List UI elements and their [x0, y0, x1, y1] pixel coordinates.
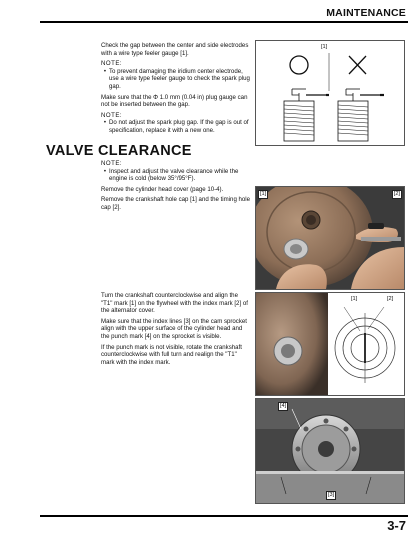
bullet-dot: •: [103, 167, 107, 175]
caps-photo-illustration: [256, 187, 404, 289]
page-number: 3-7: [387, 518, 406, 533]
note-label: NOTE:: [101, 111, 123, 119]
align-t1-paragraph: Turn the crankshaft counterclockwise and align the "T1" mark [1] on the flywheel with the index mark [2] of the alternator cover.: [101, 292, 248, 315]
callout-2: [2]: [387, 296, 394, 302]
spark-plug-left: [284, 89, 329, 141]
note-bullet-text: To prevent damaging the iridium center electrode, use a wire type feeler gauge to check the spark plug gap.: [109, 67, 250, 90]
callout-1: [1]: [260, 191, 267, 197]
callout-4: [4]: [280, 403, 287, 409]
cam-sprocket-illustration: [256, 399, 404, 503]
callout-1: [1]: [321, 44, 328, 50]
note-bullet: [101, 168, 251, 183]
t1-mark-illustration: [256, 293, 404, 395]
plug-gauge-paragraph: Make sure that the Φ 1.0 mm (0.04 in) plug gauge can not be inserted between the gap.: [101, 93, 248, 109]
footer-rule: [40, 515, 408, 517]
callout-3: [3]: [328, 492, 335, 498]
ok-circle-icon: [290, 56, 308, 74]
valve-align-text: [101, 292, 251, 369]
note-label: NOTE:: [101, 160, 123, 167]
spark-plug-illustration: [256, 41, 404, 145]
note-bullet-text: Inspect and adjust the valve clearance while the engine is cold (below 35°/95°F).: [109, 167, 239, 183]
note-bullet-text: Do not adjust the spark plug gap. If the gap is out of specification, replace it with a new one.: [109, 119, 249, 134]
cam-sprocket-photo: [255, 398, 405, 504]
section-title: VALVE CLEARANCE: [46, 143, 192, 159]
note-label: NOTE:: [101, 60, 123, 68]
spark-plug-text: [101, 42, 251, 135]
caps-photo: [255, 186, 405, 290]
spark-plug-right: [338, 89, 384, 141]
valve-intro-text: [101, 160, 251, 215]
note-bullet: [101, 68, 251, 91]
note-bullet: [101, 119, 251, 134]
bullet-dot: •: [103, 119, 107, 127]
remove-cover-paragraph: Remove the cylinder head cover (page 10-4).: [101, 185, 224, 193]
header-rule: [40, 21, 408, 23]
t1-mark-photo: [255, 292, 405, 396]
index-lines-paragraph: Make sure that the index lines [3] on the cam sprocket align with the upper surface of the cylinder head and the punch mark [4] on the sprocket is visible.: [101, 317, 247, 340]
callout-1: [1]: [351, 296, 358, 302]
section-header: MAINTENANCE: [326, 7, 406, 19]
punch-mark-paragraph: If the punch mark is not visible, rotate the crankshaft counterclockwise with full turn and realign the "T1" mark with the index mark.: [101, 343, 242, 366]
remove-caps-paragraph: Remove the crankshaft hole cap [1] and the timing hole cap [2].: [101, 196, 251, 211]
bullet-dot: •: [103, 67, 107, 75]
gap-check-paragraph: Check the gap between the center and side electrodes with a wire type feeler gauge [1].: [101, 42, 249, 57]
spark-plug-figure: [255, 40, 405, 146]
callout-2: [2]: [393, 191, 400, 197]
